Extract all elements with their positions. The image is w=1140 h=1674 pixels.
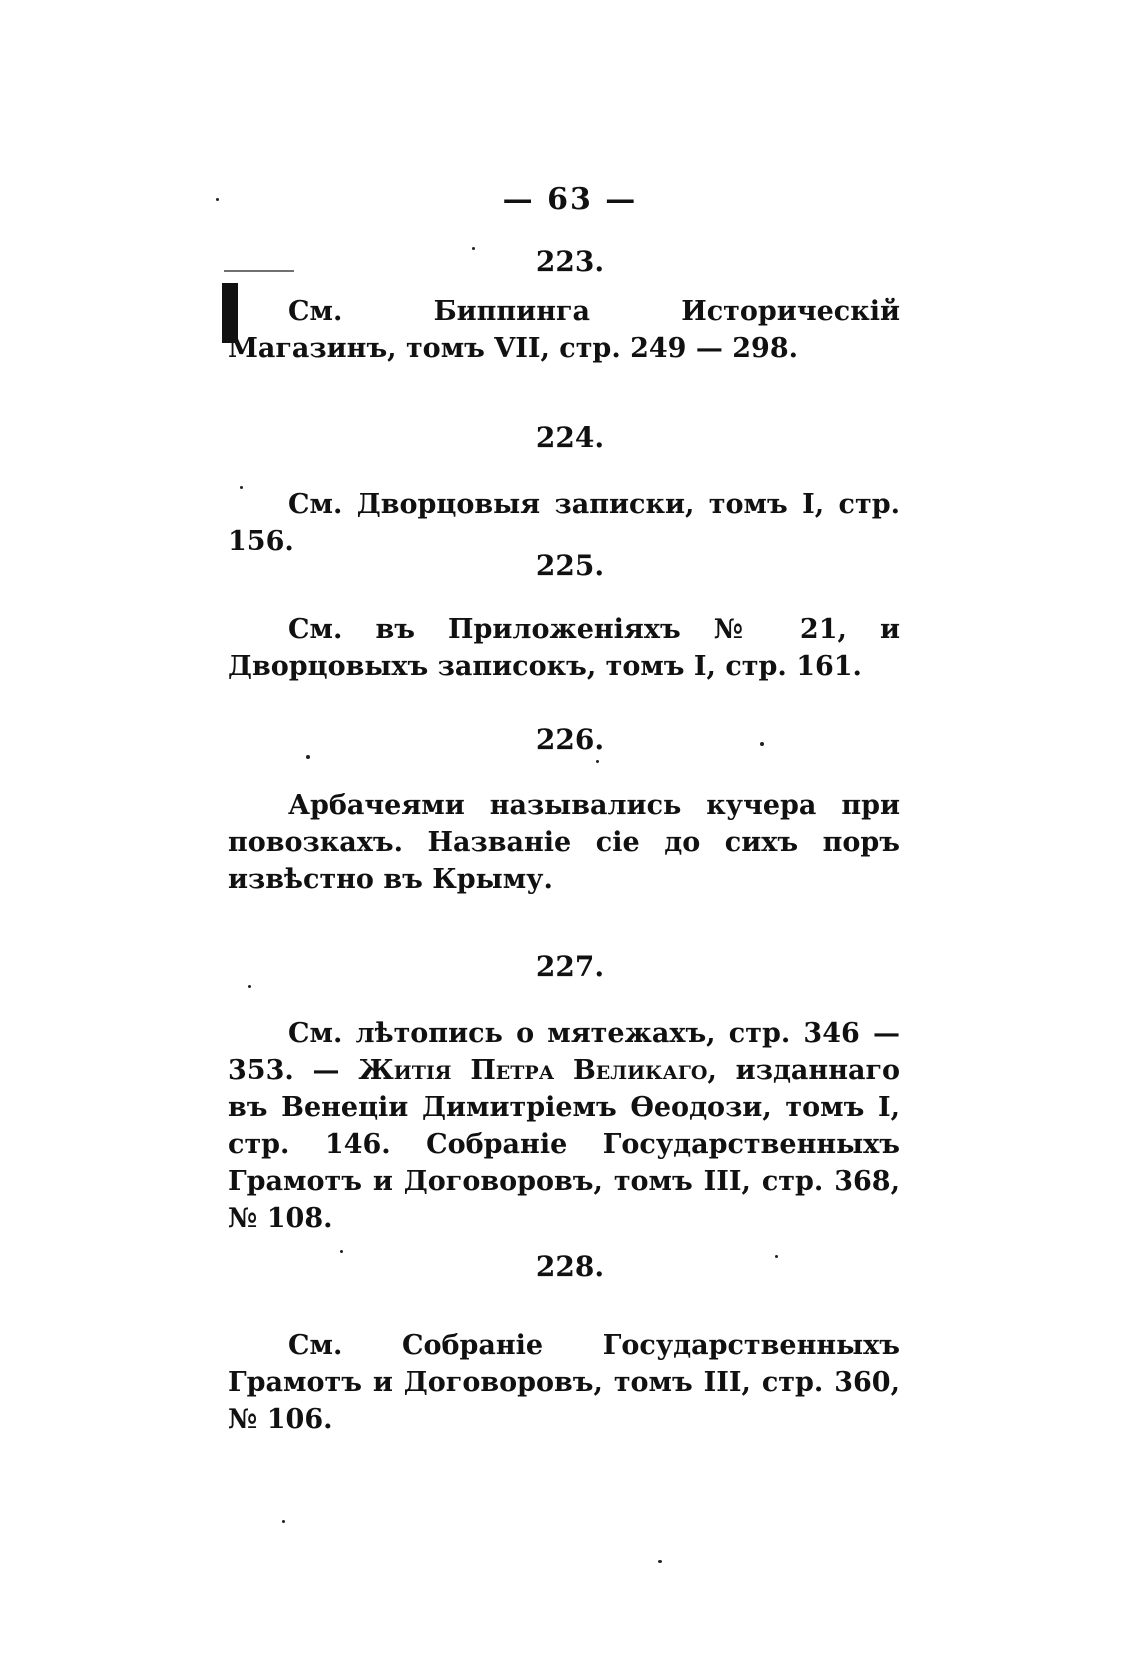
speck-artifact [658,1560,662,1563]
note-text-223: См. Биппинга Историческій Магазинъ, томъ VII, стр. 249 — 298. [228,296,900,364]
speck-artifact [248,985,251,988]
note-text-226: Арбачеями назывались кучера при повозкахъ. Названіе сіе до сихъ поръ извѣстно въ Крыму. [228,790,900,895]
note-number-228: 228. [535,1250,605,1283]
note-text-227-part-1: См. лѣтопись о мятежахъ, стр. 346 — 353. — [228,1018,900,1086]
speck-artifact [596,760,599,763]
speck-artifact [282,1520,285,1523]
speck-artifact [216,198,219,201]
note-text-224: См. Дворцовыя записки, томъ I, стр. 156. [228,489,900,557]
note-number-225: 225. [535,549,605,582]
note-text-227-part-2: , изданнаго въ Венеціи Димитріемъ Ѳеодози, томъ I, стр. 146. Собраніе Государственныхъ Грамотъ и Договоровъ, томъ III, стр. 368, № 108. [228,1055,901,1234]
note-number-227: 227. [535,950,605,983]
note-text-227 [228,1015,900,1237]
page-number: — 63 — [502,182,638,217]
note-number-224: 224. [535,421,605,454]
note-text-227-title: Житія Петра Великаго [358,1055,708,1086]
note-number-223: 223. [535,245,605,278]
note-text-228: См. Собраніе Государственныхъ Грамотъ и Договоровъ, томъ III, стр. 360, № 106. [228,1330,900,1435]
note-number-226: 226. [535,723,605,756]
note-text-225: См. въ Приложеніяхъ № 21, и Дворцовыхъ записокъ, томъ I, стр. 161. [228,614,900,682]
